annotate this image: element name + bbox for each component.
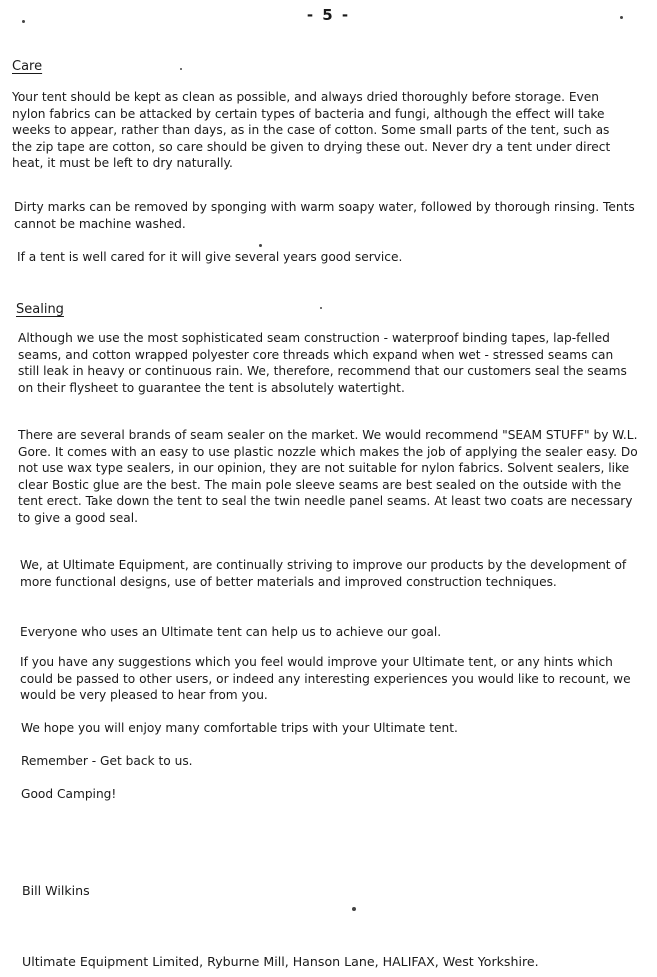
sealing-paragraph-7: Remember - Get back to us.: [21, 754, 193, 768]
scan-speck: [620, 16, 623, 19]
care-paragraph-3: If a tent is well cared for it will give several years good service.: [17, 250, 403, 264]
sealing-paragraph-4: Everyone who uses an Ultimate tent can help us to achieve our goal.: [20, 625, 442, 639]
scan-speck: [22, 20, 25, 23]
care-paragraph-1: Your tent should be kept as clean as possible, and always dried thoroughly before storage. Even nylon fabrics can be attacked by certain types of bacteria and fungi, although the effect will take weeks to appear, rather than days, as in the case of cotton. Some small parts of the tent, such as the zip tape are cotton, so care should be given to drying these out. Never dry a tent under direct heat, it must be left to dry naturally.: [12, 90, 611, 170]
page-number: - 5 -: [306, 6, 351, 24]
sealing-paragraph-3: We, at Ultimate Equipment, are continually striving to improve our products by the development of more functional designs, use of better materials and improved construction techniques.: [20, 558, 627, 589]
sealing-paragraph-8: Good Camping!: [21, 787, 117, 801]
care-paragraph-2: Dirty marks can be removed by sponging with warm soapy water, followed by thorough rinsing. Tents cannot be machine washed.: [14, 200, 635, 231]
scan-speck: [259, 244, 262, 247]
scan-speck: [352, 907, 356, 911]
sealing-paragraph-5: If you have any suggestions which you feel would improve your Ultimate tent, or any hints which could be passed to other users, or indeed any interesting experiences you would like to recount, we would be very pleased to hear from you.: [20, 655, 631, 702]
scan-speck: [180, 68, 182, 70]
scan-speck: [320, 307, 322, 309]
sealing-paragraph-6: We hope you will enjoy many comfortable trips with your Ultimate tent.: [21, 721, 458, 735]
sealing-paragraph-1: Although we use the most sophisticated seam construction - waterproof binding tapes, lap-felled seams, and cotton wrapped polyester core threads which expand when wet - stressed seams can still leak in heavy or continuous rain. We, therefore, recommend that our customers seal the seams on their flysheet to guarantee the tent is absolutely watertight.: [18, 331, 627, 395]
footer-address: Ultimate Equipment Limited, Ryburne Mill, Hanson Lane, HALIFAX, West Yorkshire.: [22, 954, 539, 969]
signature: Bill Wilkins: [22, 883, 90, 898]
sealing-heading: Sealing: [16, 302, 64, 317]
sealing-paragraph-2: There are several brands of seam sealer on the market. We would recommend "SEAM STUFF" by W.L. Gore. It comes with an easy to use plastic nozzle which makes the job of applying the sealer easy. Do not use wax type sealers, in our opinion, they are not suitable for nylon fabrics. Solvent sealers, like clear Bostic glue are the best. The main pole sleeve seams are best sealed on the outside with the tent erect. Take down the tent to seal the twin needle panel seams. At least two coats are necessary to give a good seal.: [18, 428, 638, 525]
care-heading: Care: [12, 59, 43, 74]
